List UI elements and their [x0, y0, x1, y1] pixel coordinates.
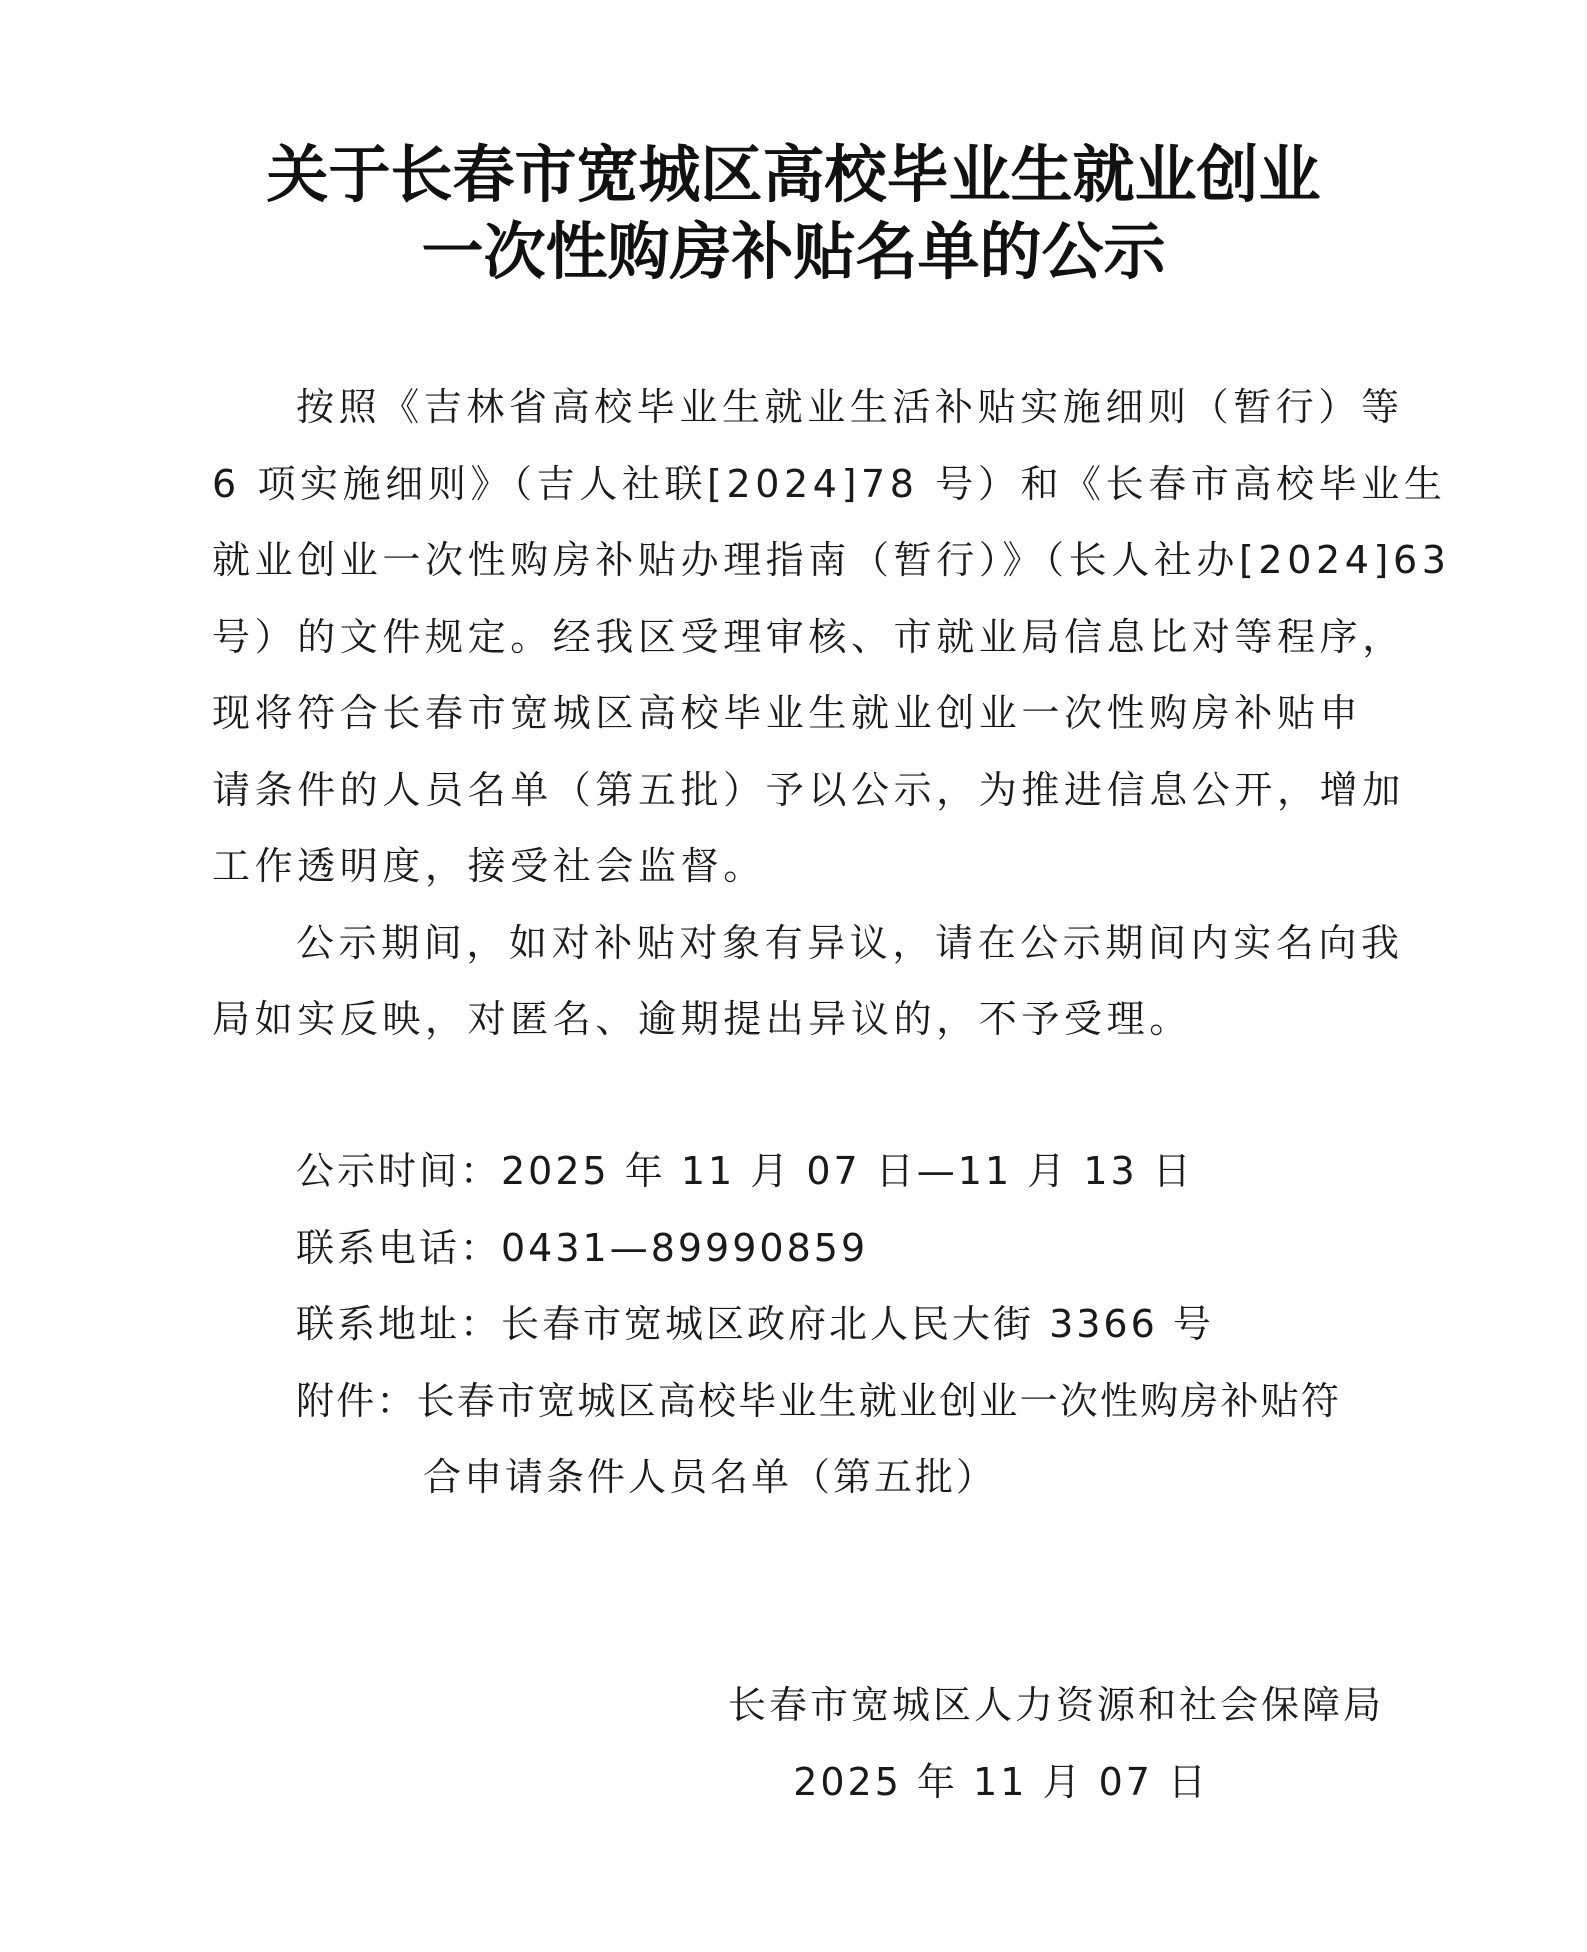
- paragraph-2-line-2: 局如实反映，对匿名、逾期提出异议的，不予受理。: [212, 997, 1192, 1041]
- paragraph-1-line-1: 按照《吉林省高校毕业生就业生活补贴实施细则（暂行）等: [296, 385, 1404, 429]
- paragraph-1-line-5: 现将符合长春市宽城区高校毕业生就业创业一次性购房补贴申: [212, 691, 1363, 735]
- paragraph-1-line-3: 就业创业一次性购房补贴办理指南（暂行）》（长人社办[2024]63: [212, 538, 1451, 582]
- document-title-line-2: 一次性购房补贴名单的公示: [421, 215, 1166, 288]
- document-title-line-1: 关于长春市宽城区高校毕业生就业创业: [266, 138, 1321, 211]
- paragraph-1-line-7: 工作透明度，接受社会监督。: [212, 844, 766, 888]
- attachment-line-1: 附件：长春市宽城区高校毕业生就业创业一次性购房补贴符: [296, 1379, 1342, 1423]
- signature-date: 2025 年 11 月 07 日: [793, 1760, 1209, 1804]
- attachment-line-2: 合申请条件人员名单（第五批）: [423, 1455, 998, 1499]
- paragraph-1-line-2: 6 项实施细则》（吉人社联[2024]78 号）和《长春市高校毕业生: [212, 462, 1447, 506]
- contact-address: 联系地址：长春市宽城区政府北人民大街 3366 号: [296, 1302, 1214, 1346]
- paragraph-2-line-1: 公示期间，如对补贴对象有异议，请在公示期间内实名向我: [296, 921, 1404, 965]
- paragraph-1-line-4: 号）的文件规定。经我区受理审核、市就业局信息比对等程序，: [212, 615, 1405, 659]
- announcement-time: 公示时间：2025 年 11 月 07 日—11 月 13 日: [296, 1149, 1194, 1193]
- contact-phone: 联系电话：0431—89990859: [296, 1226, 869, 1270]
- paragraph-1-line-6: 请条件的人员名单（第五批）予以公示，为推进信息公开，增加: [212, 768, 1405, 812]
- signature-organization: 长春市宽城区人力资源和社会保障局: [727, 1683, 1384, 1727]
